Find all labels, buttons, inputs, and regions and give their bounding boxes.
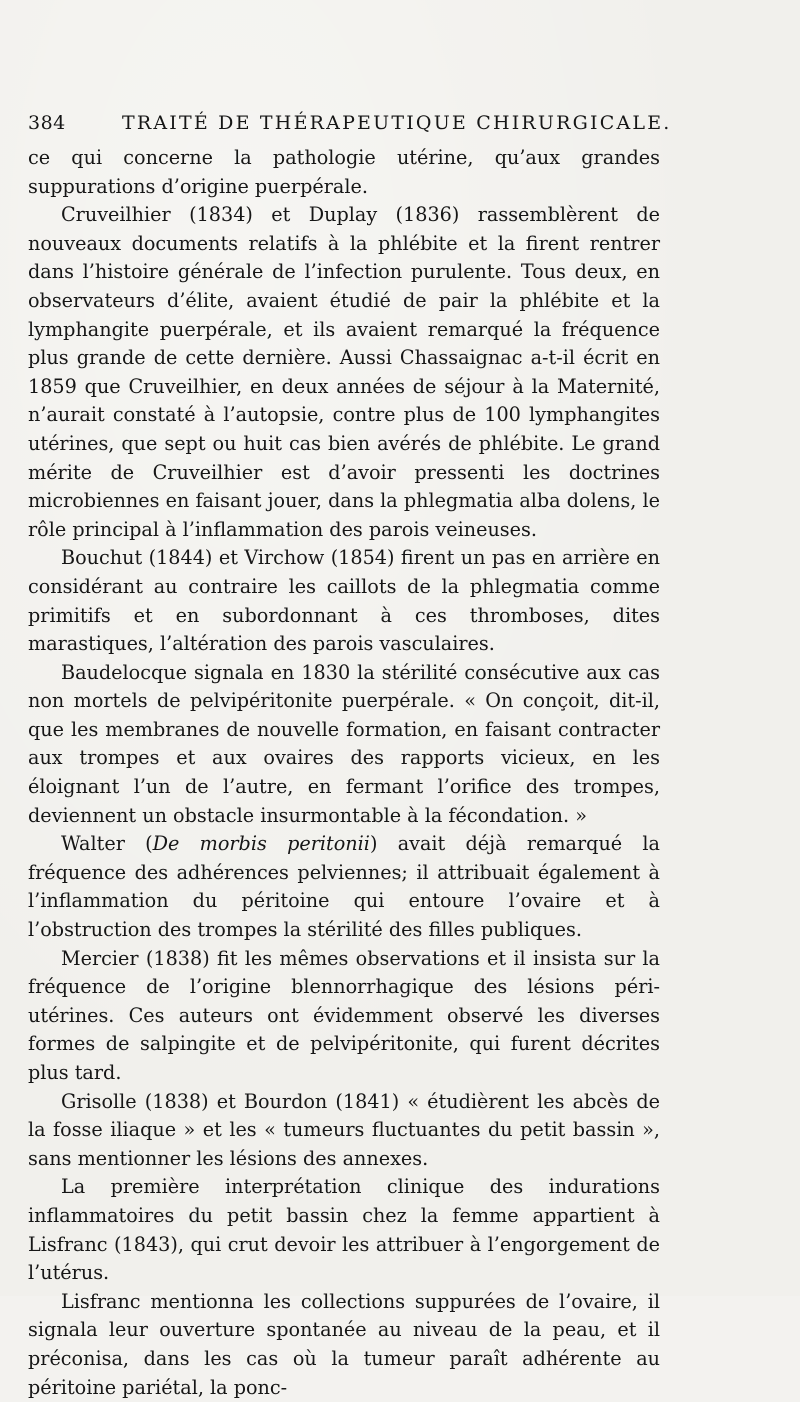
paragraph-7: Grisolle (1838) et Bourdon (1841) « étudièrent les abcès de la fosse iliaque » et les « tumeurs fluctuantes du petit bassin », sans mentionner les lésions des annexes.	[28, 1089, 660, 1170]
running-title: TRAITÉ DE THÉRAPEUTIQUE CHIRURGICALE.	[122, 112, 672, 134]
paragraph-4: Baudelocque signala en 1830 la stérilité consécutive aux cas non mortels de pelvipéritonite puerpérale. « On conçoit, dit-il, que les membranes de nouvelle formation, en faisant contracter aux trompes et aux ovaires des rapports vicieux, en les éloignant l’un de l’autre, en fermant l’orifice des trompes, deviennent un obstacle insurmontable à la fécondation. »	[28, 660, 660, 827]
paragraph-1: ce qui concerne la pathologie utérine, qu’aux grandes suppurations d’origine puerpérale.	[28, 146, 660, 198]
page-number: 384	[28, 112, 66, 134]
paragraph-8: La première interprétation clinique des indurations inflammatoires du petit bassin chez la femme appartient à Lisfranc (1843), qui crut devoir les attribuer à l’engorgement de l’utérus.	[28, 1175, 660, 1285]
paragraph-3: Bouchut (1844) et Virchow (1854) firent un pas en arrière en considérant au contraire les caillots de la phlegmatia comme primitifs et en subordonnant à ces thromboses, dites marastiques, l’altération des parois vasculaires.	[28, 546, 660, 656]
paragraph-6: Mercier (1838) fit les mêmes observations et il insista sur la fréquence de l’origine blennorrhagique des lésions péri-utérines. Ces auteurs ont évidemment observé les diverses formes de salpingite et de pelvipéritonite, qui furent décrites plus tard.	[28, 946, 660, 1084]
paragraph-5-end: ) avait déjà remarqué la fréquence des adhérences pelviennes; il attribuait également à l’inflammation du péritoine qui entoure l’ovaire et à l’obstruction des trompes la stérilité des filles publiques.	[28, 832, 660, 942]
paragraph-9: Lisfranc mentionna les collections suppurées de l’ovaire, il signala leur ouverture spontanée au niveau de la peau, et il préconisa, dans les cas où la tumeur paraît adhérente au péritoine pariétal, la ponc-	[28, 1289, 660, 1399]
paragraph-5-italic-title: De morbis peritonii	[152, 832, 370, 856]
body-text	[28, 144, 660, 1402]
paragraph-5	[28, 830, 660, 944]
paragraph-5-start: Walter (	[61, 832, 153, 856]
page-header	[28, 108, 768, 138]
paragraph-2: Cruveilhier (1834) et Duplay (1836) rassemblèrent de nouveaux documents relatifs à la phlébite et la firent rentrer dans l’histoire générale de l’infection purulente. Tous deux, en observateurs d’élite, avaient étudié de pair la phlébite et la lymphangite puerpérale, et ils avaient remarqué la fréquence plus grande de cette dernière. Aussi Chassaignac a-t-il écrit en 1859 que Cruveilhier, en deux années de séjour à la Maternité, n’aurait constaté à l’autopsie, contre plus de 100 lymphangites utérines, que sept ou huit cas bien avérés de phlébite. Le grand mérite de Cruveilhier est d’avoir pressenti les doctrines microbiennes en faisant jouer, dans la phlegmatia alba dolens, le rôle principal à l’inflammation des parois veineuses.	[28, 203, 660, 541]
